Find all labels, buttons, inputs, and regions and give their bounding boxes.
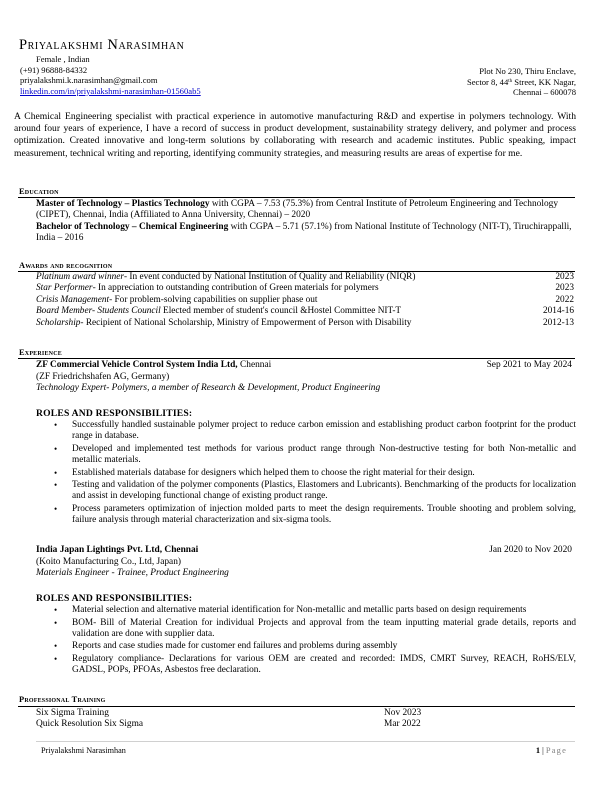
address-line-2-end: Street, KK Nagar, xyxy=(512,76,576,87)
list-item xyxy=(54,504,576,526)
bullet-icon: • xyxy=(54,503,58,514)
page-number xyxy=(536,745,567,756)
bullet-text: Testing and validation of the polymer components (Plastics, Elastomers and Lubricants). Benchmarking of the products for localization and assist in developing functional change of existing product range. xyxy=(72,480,576,502)
award-description: Elected member of student's council &Hostel Committee NIT-T xyxy=(160,306,402,317)
bullet-icon: • xyxy=(54,605,58,615)
company-name: ZF Commercial Vehicle Control System India Ltd, xyxy=(36,360,238,370)
degree-detail: with CGPA – 7.53 (75.3%) from Central Institute of Petroleum Engineering and Technology (CIPET), Chennai, India (Affiliated to Anna University, Chennai) – 2020 xyxy=(36,199,559,221)
training-heading: Professional Training xyxy=(19,695,106,704)
job-role: Technology Expert- Polymers, a member of Research & Development, Product Engineering xyxy=(36,383,381,394)
bullet-text: Process parameters optimization of injection molded parts to meet the design requirements. Trouble shooting and problem solving, failure analysis through material characterization and six-sigma tools. xyxy=(72,503,576,526)
footer-name: Priyalakshmi Narasimhan xyxy=(41,746,126,755)
award-title: Board Member- Students Council xyxy=(36,306,161,317)
experience-heading: Experience xyxy=(19,348,62,357)
address-ordinal: th xyxy=(508,78,513,84)
award-description: - For problem-solving capabilities on supplier phase out xyxy=(109,294,318,305)
parent-company: (ZF Friedrichshafen AG, Germany) xyxy=(36,371,170,382)
job-entry-zf xyxy=(36,360,576,395)
job-role: Materials Engineer - Trainee, Product Engineering xyxy=(36,568,229,579)
bullet-icon: • xyxy=(54,641,58,652)
bullet-text: BOM- Bill of Material Creation for individual Projects and approval from the team inputting material grade details, reports and validation are done with supplier data. xyxy=(72,617,576,639)
training-item xyxy=(36,708,576,719)
experience-divider xyxy=(18,358,575,359)
list-item xyxy=(54,480,576,502)
bullet-text: Reports and case studies made for customer end failures and problems during assembly xyxy=(72,641,398,652)
responsibilities-list xyxy=(54,605,576,678)
address-line-2-start: Sector 8, 44 xyxy=(466,76,509,87)
education-divider xyxy=(18,197,575,198)
gender-nationality: Female , Indian xyxy=(36,54,90,64)
bullet-text: Established materials database for designers which helped them to choose the right material for their design. xyxy=(72,467,475,478)
employment-dates: Sep 2021 to May 2024 xyxy=(486,360,572,370)
roles-heading: ROLES AND RESPONSIBILITIES: xyxy=(36,408,193,419)
award-year: 2012-13 xyxy=(543,317,574,328)
email-address: priyalakshmi.k.narasimhan@gmail.com xyxy=(20,75,158,86)
list-item xyxy=(54,468,576,479)
award-title: Scholarship xyxy=(36,317,81,328)
parent-company: (Koito Manufacturing Co., Ltd, Japan) xyxy=(36,556,182,567)
award-description: - Recipient of National Scholarship, Ministry of Empowerment of Person with Disability xyxy=(80,317,412,328)
list-item xyxy=(54,444,576,466)
training-date: Nov 2023 xyxy=(384,708,422,718)
professional-summary: A Chemical Engineering specialist with practical experience in automotive manufacturing R&D and expertise in polymers technology. With around four years of experience, I have a record of success in product development, sustainability strategy delivery, and polymer and process optimization. Created innovative and long-term solutions by collaborating with research and academic institutes. Public speaking, impact measurement, technical writing and reporting, identifying community strategies, and measuring results are areas of expertise for me. xyxy=(14,111,576,159)
bullet-icon: • xyxy=(54,467,58,478)
education-item xyxy=(36,222,576,245)
address-line-1: Plot No 230, Thiru Enclave, xyxy=(479,66,576,76)
bullet-icon: • xyxy=(54,617,58,628)
address-line-2 xyxy=(467,77,576,88)
company-location: Chennai xyxy=(237,360,272,370)
award-item xyxy=(36,272,576,283)
award-description: - In appreciation to outstanding contribution of Green materials for polymers xyxy=(92,283,379,294)
job-entry-ijl xyxy=(36,545,576,580)
list-item xyxy=(54,641,576,652)
award-item xyxy=(36,295,576,306)
address-block xyxy=(467,66,576,98)
bullet-text: Developed and implemented test methods for various product range through Non-destructive testing for both Non-metallic and metallic materials. xyxy=(72,443,576,465)
bullet-icon: • xyxy=(54,480,58,491)
page-number-value: 1 xyxy=(535,746,541,755)
degree-detail: with CGPA – 5.71 (57.1%) from National Institute of Technology (NIT-T), Tiruchirappalli, India – 2016 xyxy=(36,221,572,243)
degree-title: Bachelor of Technology – Chemical Engineering xyxy=(36,221,229,232)
award-item xyxy=(36,306,576,317)
award-title: Star Performer xyxy=(36,283,93,294)
linkedin-link[interactable]: linkedin.com/in/priyalakshmi-narasimhan-01560ab5 xyxy=(20,85,201,96)
company-name: India Japan Lightings Pvt. Ltd, Chennai xyxy=(36,545,199,555)
awards-list xyxy=(36,272,576,329)
training-item xyxy=(36,719,576,730)
address-line-3: Chennai – 600078 xyxy=(512,87,576,98)
list-item xyxy=(54,605,576,616)
bullet-icon: • xyxy=(54,420,58,430)
list-item xyxy=(54,654,576,676)
employment-dates: Jan 2020 to Nov 2020 xyxy=(489,545,572,555)
award-year: 2023 xyxy=(555,283,574,294)
page-separator: | xyxy=(540,746,546,755)
training-date: Mar 2022 xyxy=(384,719,421,730)
training-divider xyxy=(18,706,575,707)
candidate-name: Priyalakshmi Narasimhan xyxy=(19,37,185,53)
degree-title: Master of Technology – Plastics Technology xyxy=(36,199,210,209)
bullet-text: Successfully handled sustainable polymer project to reduce carbon emission and establishing product carbon footprint for the product range in database. xyxy=(72,420,576,442)
bullet-text: Regulatory compliance- Declarations for various OEM are created and recorded: IMDS, CMRT Survey, REACH, RoHS/ELV, GADSL, POPs, PFOAs, Asbestos free declaration. xyxy=(72,653,576,676)
award-title: Crisis Management xyxy=(36,294,110,305)
bullet-icon: • xyxy=(54,443,58,454)
award-year: 2014-16 xyxy=(543,306,574,317)
roles-heading: ROLES AND RESPONSIBILITIES: xyxy=(36,593,193,604)
award-year: 2022 xyxy=(555,294,574,305)
award-description: - In event conducted by National Institution of Quality and Reliability (NIQR) xyxy=(123,272,416,282)
bullet-text: Material selection and alternative material identification for Non-metallic and metallic parts based on design requirements xyxy=(72,605,527,615)
training-name: Six Sigma Training xyxy=(36,708,109,718)
award-title: Platinum award winner xyxy=(36,272,124,282)
training-name: Quick Resolution Six Sigma xyxy=(36,719,144,730)
list-item xyxy=(54,618,576,640)
training-list xyxy=(36,708,576,731)
bullet-icon: • xyxy=(54,653,58,664)
award-item xyxy=(36,283,576,294)
awards-heading: Awards and recognition xyxy=(19,261,113,270)
page-label: Page xyxy=(545,746,567,755)
education-list xyxy=(36,199,576,244)
education-heading: Education xyxy=(19,187,59,196)
phone-number: (+91) 96888-84332 xyxy=(20,64,88,75)
contact-block xyxy=(20,54,201,96)
footer-divider xyxy=(36,741,575,742)
list-item xyxy=(54,420,576,442)
award-item xyxy=(36,318,576,329)
education-item xyxy=(36,199,576,222)
award-year: 2023 xyxy=(555,272,574,282)
responsibilities-list xyxy=(54,420,576,528)
